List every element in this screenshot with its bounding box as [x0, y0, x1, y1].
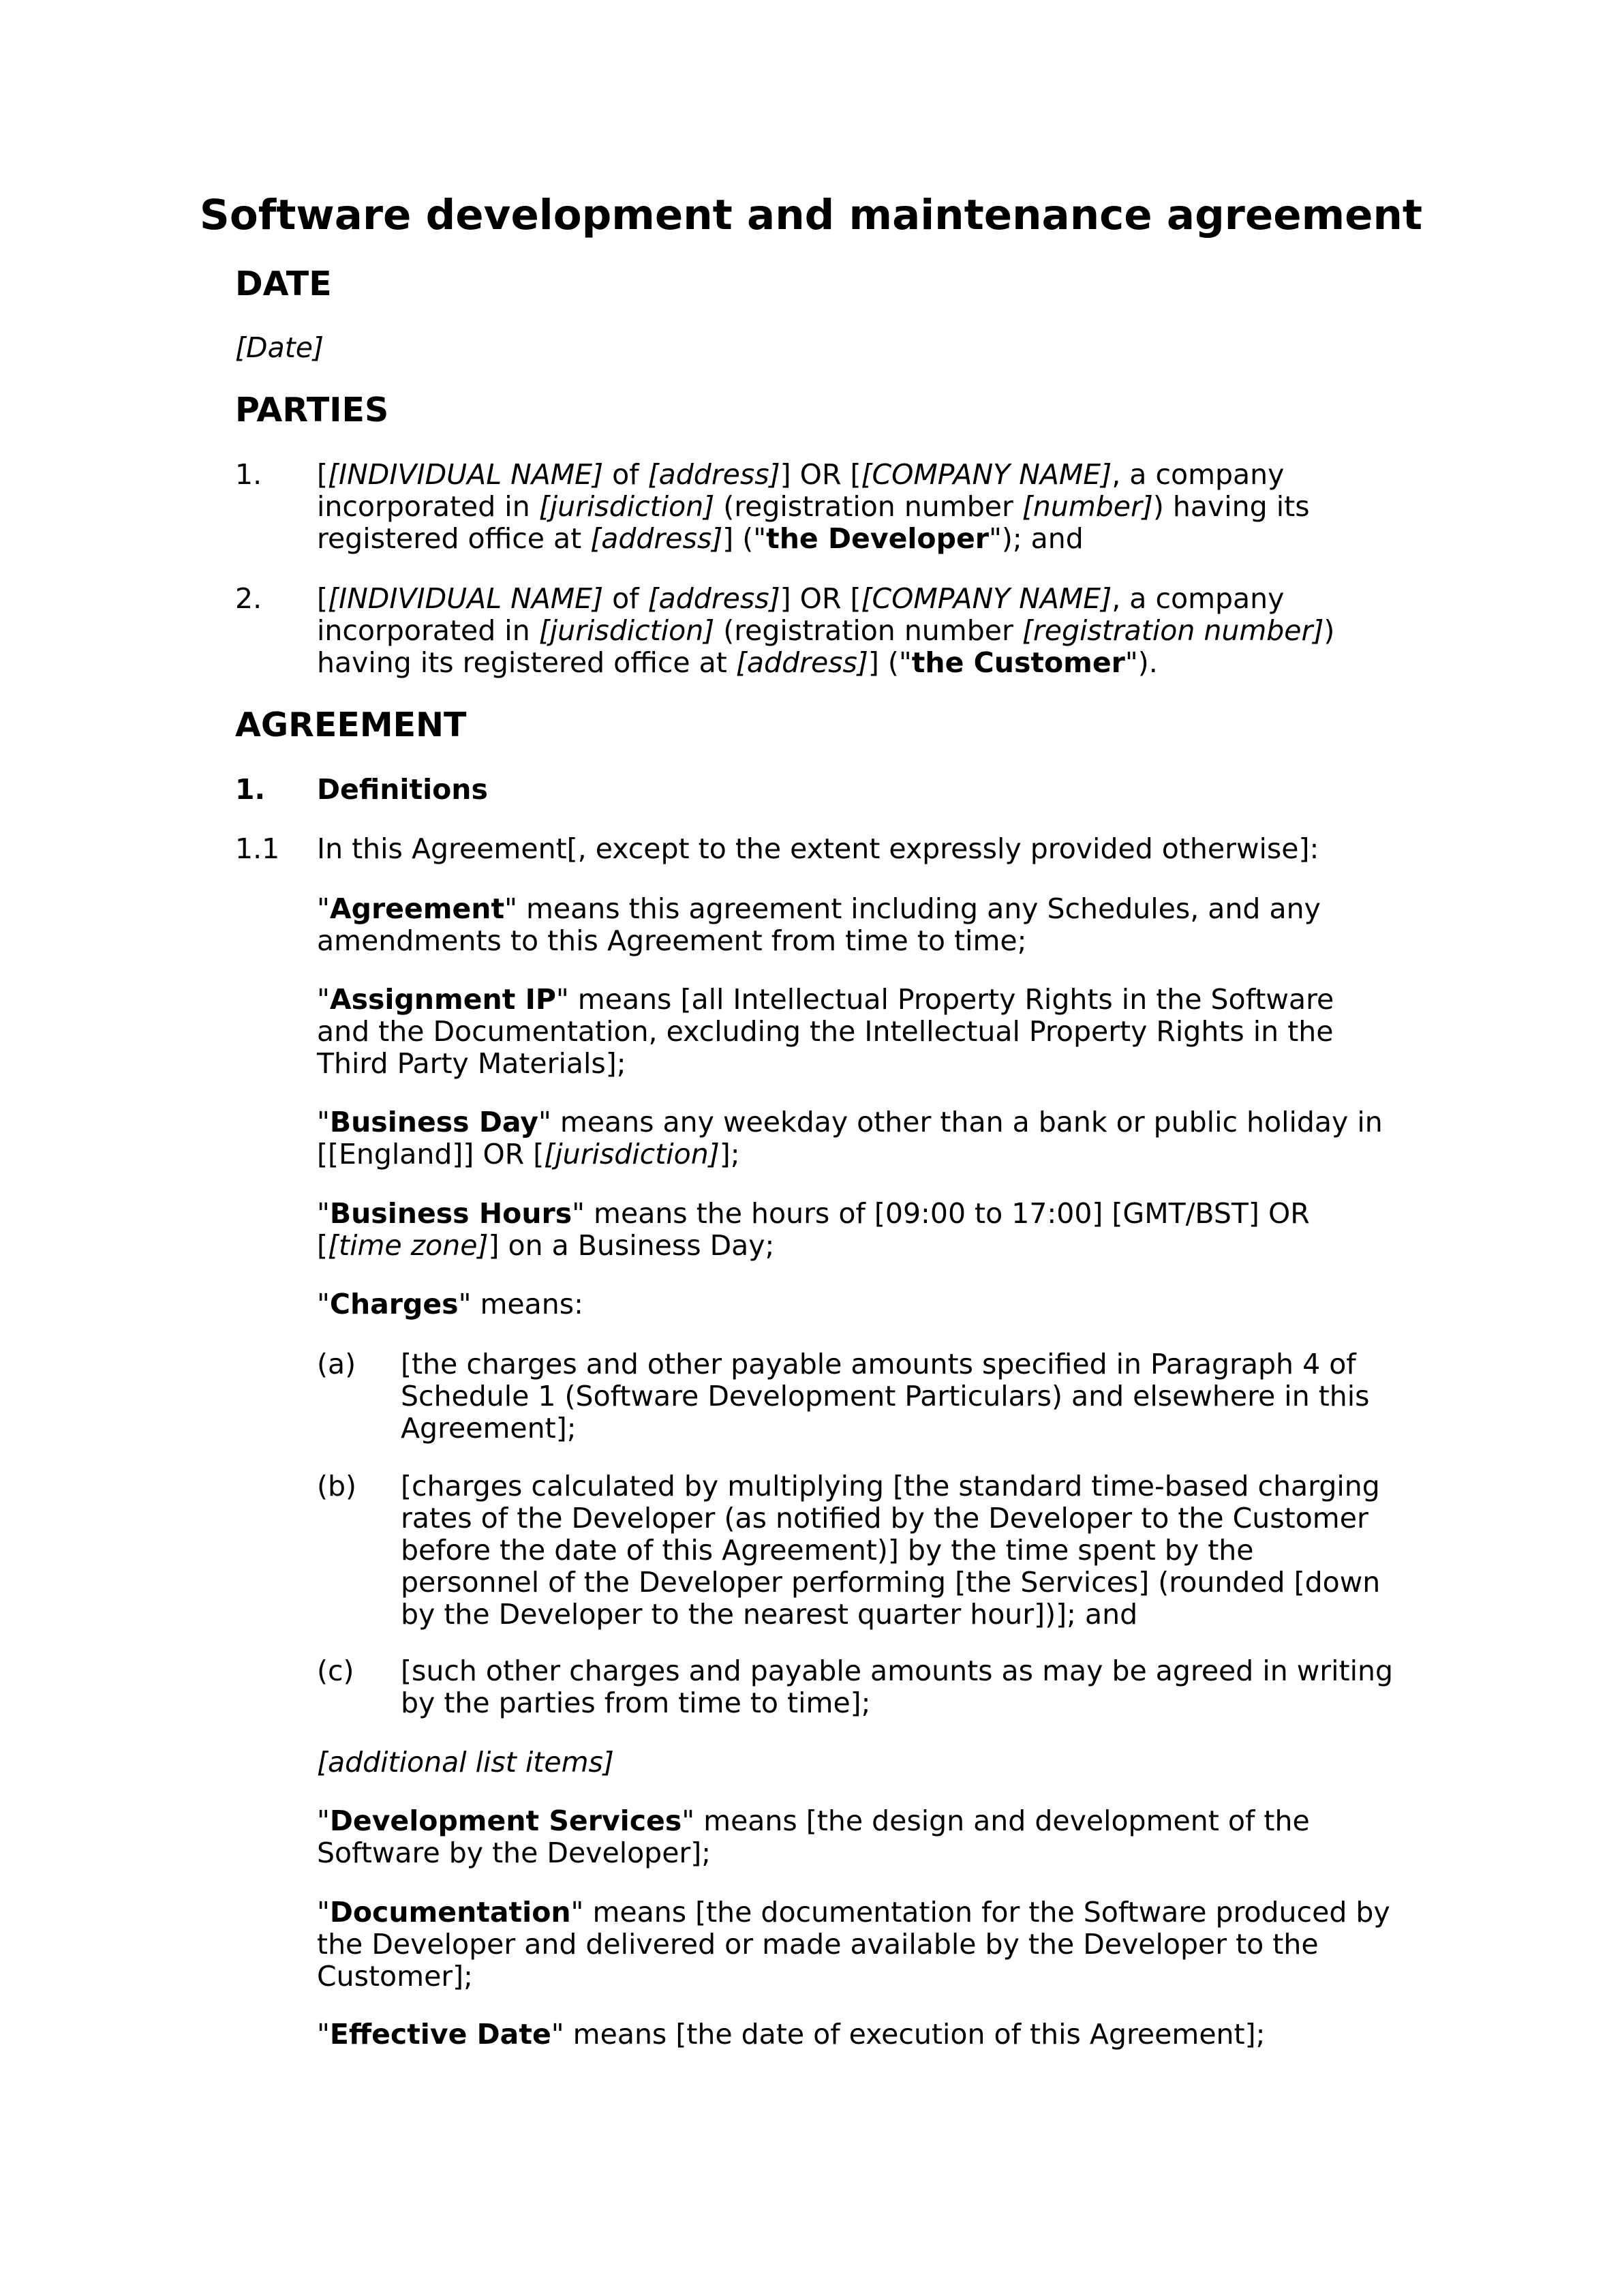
party-1-text: [[INDIVIDUAL NAME] of [address]] OR [[COMPANY NAME], a company incorporated in [jurisdiction] (registration number [number]) having its registered office at [address]] ("the Developer"); and	[317, 458, 1310, 555]
defined-term-charges: Charges	[329, 1288, 459, 1320]
party-2-open: [	[317, 582, 328, 615]
party-1-number-placeholder: [number]	[1022, 490, 1153, 523]
parties-heading: PARTIES	[235, 391, 389, 429]
business-hours-timezone-placeholder: [time zone]	[328, 1229, 489, 1262]
agreement-heading: AGREEMENT	[235, 706, 467, 744]
charges-item-a-label: (a)	[317, 1348, 356, 1380]
defined-term-assignment-ip: Assignment IP	[329, 983, 556, 1016]
charges-item-c-label: (c)	[317, 1655, 354, 1687]
party-2-role: the Customer	[911, 646, 1125, 679]
definition-business-hours: "Business Hours" means the hours of [09:00 to 17:00] [GMT/BST] OR [[time zone]] on a Business Day;	[317, 1197, 1310, 1262]
business-day-jurisdiction-placeholder: [jurisdiction]	[544, 1138, 720, 1170]
party-2-company-placeholder: [COMPANY NAME]	[861, 582, 1112, 615]
definition-charges: "Charges" means:	[317, 1288, 583, 1320]
definition-agreement: "Agreement" means this agreement including any Schedules, and any amendments to this Agreement from time to time;	[317, 892, 1321, 957]
defined-term-effective-date: Effective Date	[329, 2018, 551, 2051]
charges-item-c-text: [such other charges and payable amounts as may be agreed in writing by the parties from time to time];	[401, 1655, 1394, 1719]
party-2-address-placeholder: [address]	[647, 582, 780, 615]
party-2-regnumber-placeholder: [registration number]	[1022, 614, 1324, 647]
party-2-number: 2.	[235, 582, 262, 615]
section-1-title: Definitions	[317, 773, 488, 806]
charges-item-b-text: [charges calculated by multiplying [the standard time-based charging rates of the Developer (as notified by the Developer to the Customer before the date of this Agreement)] by the time spent by the personnel of the Developer performing [the Services] (rounded [down by the Developer to the nearest quarter hour])]; and	[401, 1470, 1381, 1631]
date-placeholder: [Date]	[235, 331, 324, 364]
clause-1-1-text: In this Agreement[, except to the extent expressly provided otherwise]:	[317, 832, 1319, 865]
party-2-name-placeholder: [INDIVIDUAL NAME]	[328, 582, 604, 615]
party-2-jurisdiction-placeholder: [jurisdiction]	[538, 614, 715, 647]
party-2-office-placeholder: [address]	[735, 646, 868, 679]
definition-documentation: "Documentation" means [the documentation for the Software produced by the Developer and delivered or made available by the Developer to the Customer];	[317, 1896, 1390, 1993]
party-1-office-placeholder: [address]	[590, 522, 723, 555]
defined-term-business-day: Business Day	[329, 1106, 538, 1138]
party-1-company-placeholder: [COMPANY NAME]	[861, 458, 1112, 491]
party-1-open: [	[317, 458, 328, 491]
definition-development-services: "Development Services" means [the design and development of the Software by the Developer];	[317, 1804, 1310, 1869]
party-1-jurisdiction-placeholder: [jurisdiction]	[538, 490, 715, 523]
charges-item-b-label: (b)	[317, 1470, 357, 1502]
party-1-role: the Developer	[766, 522, 989, 555]
defined-term-documentation: Documentation	[329, 1896, 571, 1929]
defined-term-development-services: Development Services	[329, 1804, 682, 1837]
definition-assignment-ip: "Assignment IP" means [all Intellectual Property Rights in the Software and the Documentation, excluding the Intellectual Property Rights in the Third Party Materials];	[317, 983, 1334, 1080]
date-heading: DATE	[235, 265, 332, 303]
party-1-address-placeholder: [address]	[647, 458, 780, 491]
defined-term-business-hours: Business Hours	[329, 1197, 572, 1230]
section-1-number: 1.	[235, 773, 266, 806]
charges-item-a-text: [the charges and other payable amounts specified in Paragraph 4 of Schedule 1 (Software Development Particulars) and elsewhere in this Agreement];	[401, 1348, 1370, 1445]
party-1-name-placeholder: [INDIVIDUAL NAME]	[328, 458, 604, 491]
party-1-number: 1.	[235, 458, 262, 491]
party-2-text: [[INDIVIDUAL NAME] of [address]] OR [[COMPANY NAME], a company incorporated in [jurisdiction] (registration number [registration number]) having its registered office at [address]] ("the Customer").	[317, 582, 1335, 679]
definition-effective-date: "Effective Date" means [the date of execution of this Agreement];	[317, 2018, 1266, 2051]
additional-list-items-placeholder: [additional list items]	[317, 1746, 614, 1779]
clause-1-1-number: 1.1	[235, 832, 280, 865]
document-title: Software development and maintenance agreement	[199, 191, 1423, 239]
defined-term-agreement: Agreement	[329, 892, 505, 925]
definition-business-day: "Business Day" means any weekday other than a bank or public holiday in [[England]] OR [[jurisdiction]];	[317, 1106, 1383, 1170]
